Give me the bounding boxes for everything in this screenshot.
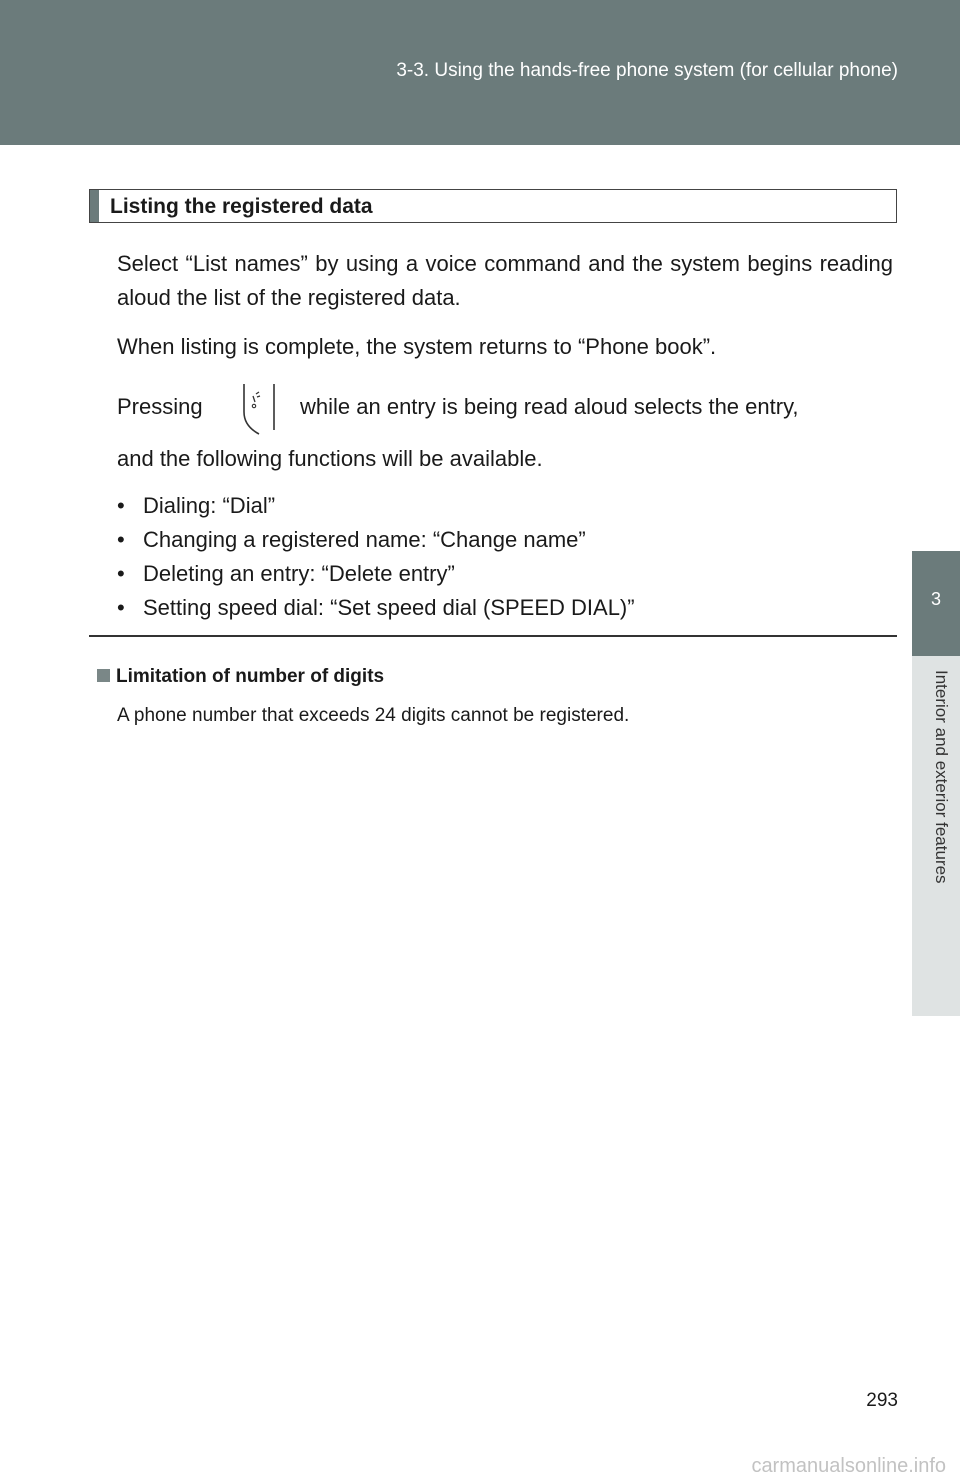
pressing-rest: while an entry is being read aloud selects the entry, [300, 394, 799, 419]
square-bullet-icon [97, 669, 110, 682]
intro-paragraph: Select “List names” by using a voice command and the system begins reading aloud the list of the registered data. [117, 251, 893, 310]
list-item [117, 523, 635, 557]
list-item-text: Setting speed dial: “Set speed dial (SPEED DIAL)” [143, 595, 635, 620]
chapter-side-label: Interior and exterior features [932, 670, 951, 884]
list-item-text: Deleting an entry: “Delete entry” [143, 561, 455, 586]
note-heading-text: Limitation of number of digits [116, 666, 385, 687]
list-item-text: Dialing: “Dial” [143, 493, 276, 518]
list-item-text: Changing a registered name: “Change name” [143, 527, 586, 552]
watermark: carmanualsonline.info [751, 1455, 946, 1477]
bullet-symbol: • [117, 595, 125, 620]
pressing-line [117, 382, 893, 436]
talk-switch-icon [241, 382, 279, 436]
list-item [117, 557, 635, 591]
functions-paragraph: and the following functions will be available. [117, 446, 543, 471]
completion-paragraph: When listing is complete, the system returns to “Phone book”. [117, 334, 717, 359]
bullet-symbol: • [117, 493, 125, 518]
list-item [117, 591, 635, 625]
page-number: 293 [866, 1390, 898, 1411]
bullet-symbol: • [117, 527, 125, 552]
pressing-word: Pressing [117, 394, 203, 419]
note-text: A phone number that exceeds 24 digits cannot be registered. [117, 705, 630, 726]
note-heading [97, 666, 384, 688]
chapter-tab [912, 551, 960, 656]
chapter-title: 3-3. Using the hands-free phone system (for cellular phone) [396, 60, 898, 81]
section-heading: Listing the registered data [110, 195, 373, 218]
function-list [117, 489, 635, 625]
section-heading-bar [90, 190, 99, 222]
chapter-number: 3 [930, 589, 941, 609]
list-item [117, 489, 635, 523]
section-heading-box [89, 189, 897, 223]
section-divider [89, 635, 897, 637]
page-header [0, 0, 960, 145]
bullet-symbol: • [117, 561, 125, 586]
